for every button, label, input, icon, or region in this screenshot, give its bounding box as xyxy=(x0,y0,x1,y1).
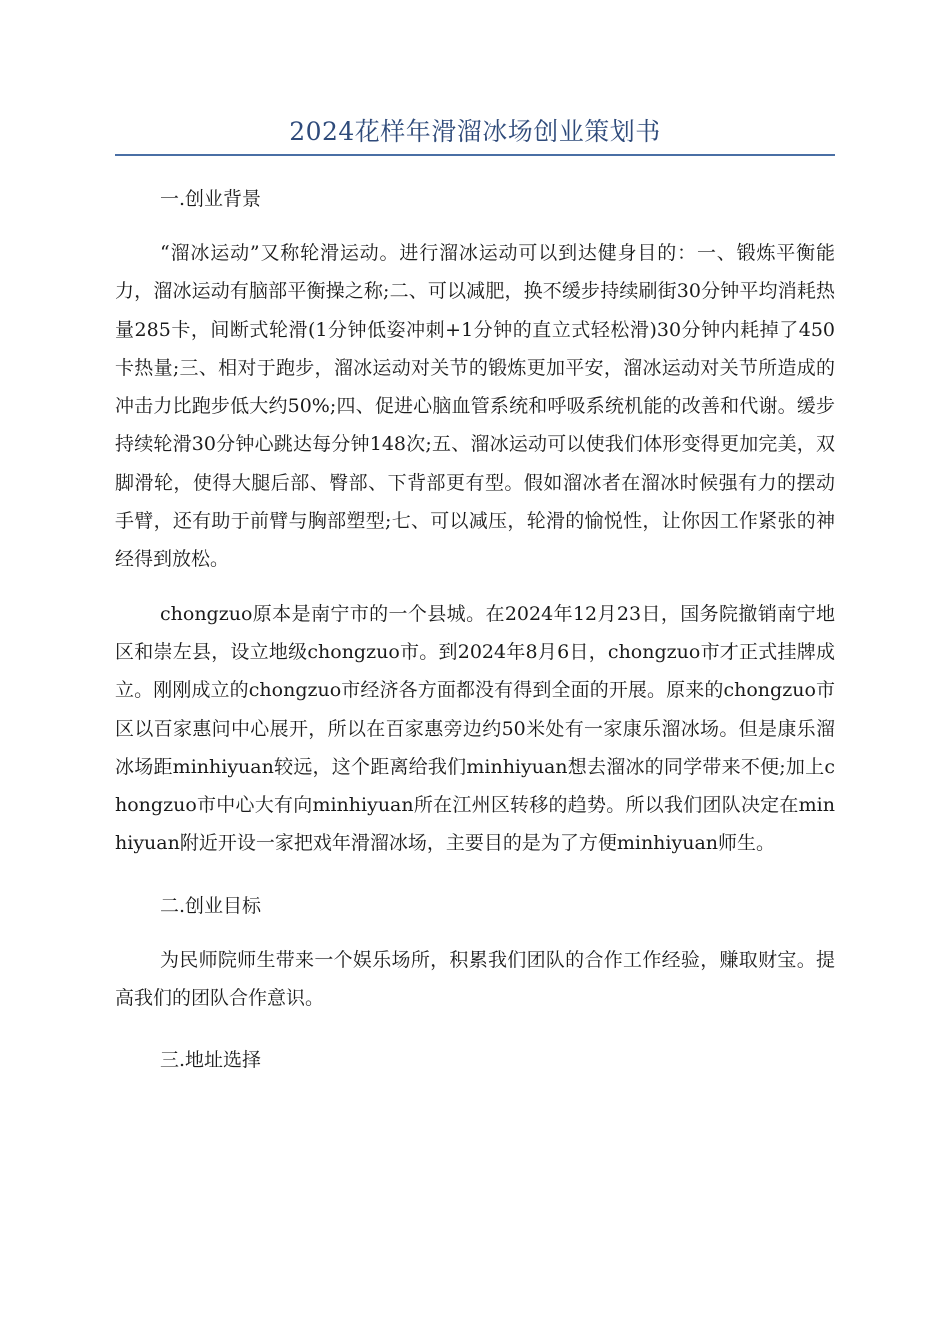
section-heading-goals: 二.创业目标 xyxy=(160,894,262,917)
section-heading-background: 一.创业背景 xyxy=(160,188,262,210)
section-heading-location: 三.地址选择 xyxy=(160,1049,262,1072)
document-page xyxy=(115,112,835,1079)
paragraph-goals: 为民师院师生带来一个娱乐场所，积累我们团队的合作工作经验，赚取财宝。提高我们的团队合作意识。 xyxy=(115,948,835,1010)
title-underline xyxy=(115,154,835,156)
paragraph-skating-benefits: “溜冰运动”又称轮滑运动。进行溜冰运动可以到达健身目的：一、锻炼平衡能力，溜冰运动有脑部平衡操之称;二、可以减肥，换不缓步持续刷街30分钟平均消耗热量285卡，间断式轮滑(1分钟低姿冲刺+1分钟的直立式轻松滑)30分钟内耗掉了450卡热量;三、相对于跑步，溜冰运动对关节的锻炼更加平安，溜冰运动对关节所造成的冲击力比跑步低大约50%;四、促进心脑血管系统和呼吸系统机能的改善和代谢。缓步持续轮滑30分钟心跳达每分钟148次;五、溜冰运动可以使我们体形变得更加完美，双脚滑轮，使得大腿后部、臀部、下背部更有型。假如溜冰者在溜冰时候强有力的摆动手臂，还有助于前臂与胸部塑型;七、可以减压，轮滑的愉悦性，让你因工作紧张的神经得到放松。 xyxy=(115,242,835,571)
paragraph-city-background: chongzuo原本是南宁市的一个县城。在2024年12月23日，国务院撤销南宁地区和崇左县，设立地级chongzuo市。到2024年8月6日，chongzuo市才正式挂牌成立。刚刚成立的chongzuo市经济各方面都没有得到全面的开展。原来的chongzuo市区以百家惠问中心展开，所以在百家惠旁边约50米处有一家康乐溜冰场。但是康乐溜冰场距minhiyuan较远，这个距离给我们minhiyuan想去溜冰的同学带来不便;加上chongzuo市中心大有向minhiyuan所在江州区转移的趋势。所以我们团队决定在minhiyuan附近开设一家把戏年滑溜冰场，主要目的是为了方便minhiyuan师生。 xyxy=(115,602,835,855)
document-title: 2024花样年滑溜冰场创业策划书 xyxy=(289,117,661,146)
